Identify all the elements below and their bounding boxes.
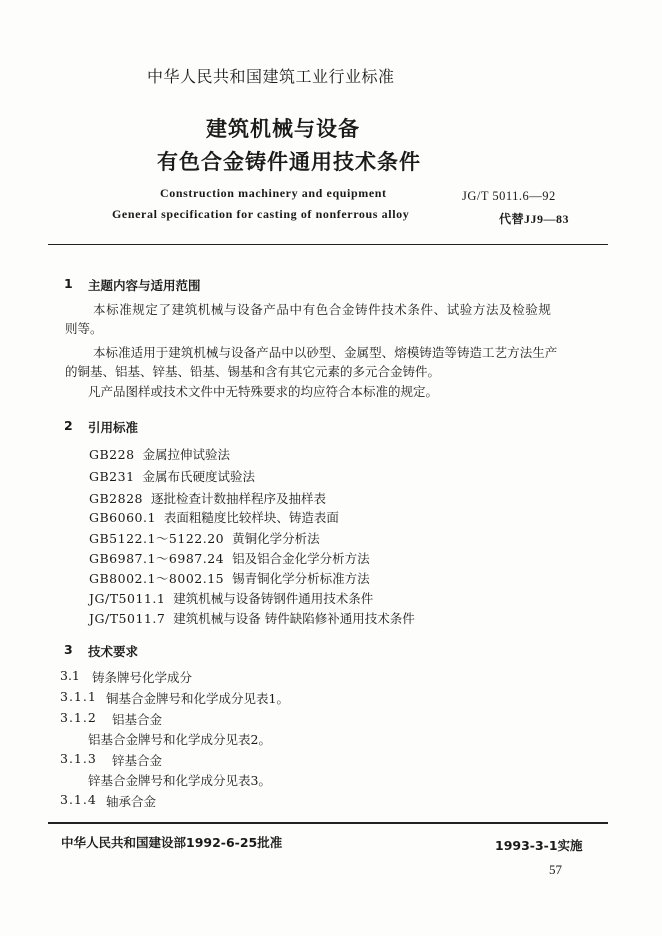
reference-item: GB6987.1～6987.24 铝及铝合金化学分析方法 xyxy=(89,551,370,566)
reference-item: GB5122.1～5122.20 黄铜化学分析法 xyxy=(89,531,320,546)
section-3-heading: 技术要求 xyxy=(88,644,139,659)
reference-item: GB231 金属布氏硬度试验法 xyxy=(89,469,256,484)
clause-text: 锌基合金牌号和化学成分见表3。 xyxy=(88,773,271,788)
standard-number: JG/T 5011.6—92 xyxy=(462,189,556,203)
section-1-number: 1 xyxy=(64,276,73,291)
s1-paragraph-3: 凡产品图样或技术文件中无特殊要求的均应符合本标准的规定。 xyxy=(88,384,439,399)
clause-text: 铜基合金牌号和化学成分见表1。 xyxy=(106,691,289,706)
s1-paragraph-1a: 本标准规定了建筑机械与设备产品中有色合金铸件技术条件、试验方法及检验规 xyxy=(93,302,552,317)
clause-number: 3.1 xyxy=(60,668,80,683)
section-2-number: 2 xyxy=(64,418,73,433)
reference-item: GB6060.1 表面粗糙度比较样块、铸造表面 xyxy=(89,510,339,525)
replaces-standard: 代替JJ9—83 xyxy=(499,212,570,226)
reference-item: JG/T5011.7 建筑机械与设备 铸件缺陷修补通用技术条件 xyxy=(89,611,415,626)
s1-paragraph-2a: 本标准适用于建筑机械与设备产品中以砂型、金属型、熔模铸造等铸造工艺方法生产 xyxy=(93,345,558,360)
title-line-1: 建筑机械与设备 xyxy=(206,117,360,141)
effective-date: 1993-3-1实施 xyxy=(495,838,583,853)
reference-item: GB228 金属拉伸试验法 xyxy=(89,447,231,462)
clause-number: 3.1.3 xyxy=(60,751,97,766)
clause-text: 铝基合金牌号和化学成分见表2。 xyxy=(88,732,271,747)
footer-divider xyxy=(48,822,608,824)
english-title-line-1: Construction machinery and equipment xyxy=(160,186,387,200)
clause-text: 轴承合金 xyxy=(106,794,157,809)
section-3-number: 3 xyxy=(64,642,73,657)
approval-line: 中华人民共和国建设部1992-6-25批准 xyxy=(61,835,283,850)
s1-paragraph-2b: 的铜基、铝基、锌基、铅基、锡基和含有其它元素的多元合金铸件。 xyxy=(65,364,441,379)
clause-number: 3.1.1 xyxy=(60,689,97,704)
english-title-line-2: General specification for casting of nonferrous alloy xyxy=(112,207,410,221)
clause-text: 铝基合金 xyxy=(112,712,163,727)
section-1-heading: 主题内容与适用范围 xyxy=(88,278,201,293)
section-2-heading: 引用标准 xyxy=(88,420,139,435)
clause-text: 铸条牌号化学成分 xyxy=(92,670,193,685)
header-divider xyxy=(48,244,608,245)
clause-number: 3.1.4 xyxy=(60,792,97,807)
reference-item: JG/T5011.1 建筑机械与设备铸钢件通用技术条件 xyxy=(89,591,374,606)
page-number: 57 xyxy=(549,862,562,877)
s1-paragraph-1b: 则等。 xyxy=(65,321,103,336)
title-line-2: 有色合金铸件通用技术条件 xyxy=(157,150,421,174)
reference-item: GB8002.1～8002.15 锡青铜化学分析标准方法 xyxy=(89,571,370,586)
reference-item: GB2828 逐批检查计数抽样程序及抽样表 xyxy=(89,491,326,506)
ministry-header: 中华人民共和国建筑工业行业标准 xyxy=(147,67,395,86)
clause-number: 3.1.2 xyxy=(60,710,97,725)
clause-text: 锌基合金 xyxy=(112,753,163,768)
